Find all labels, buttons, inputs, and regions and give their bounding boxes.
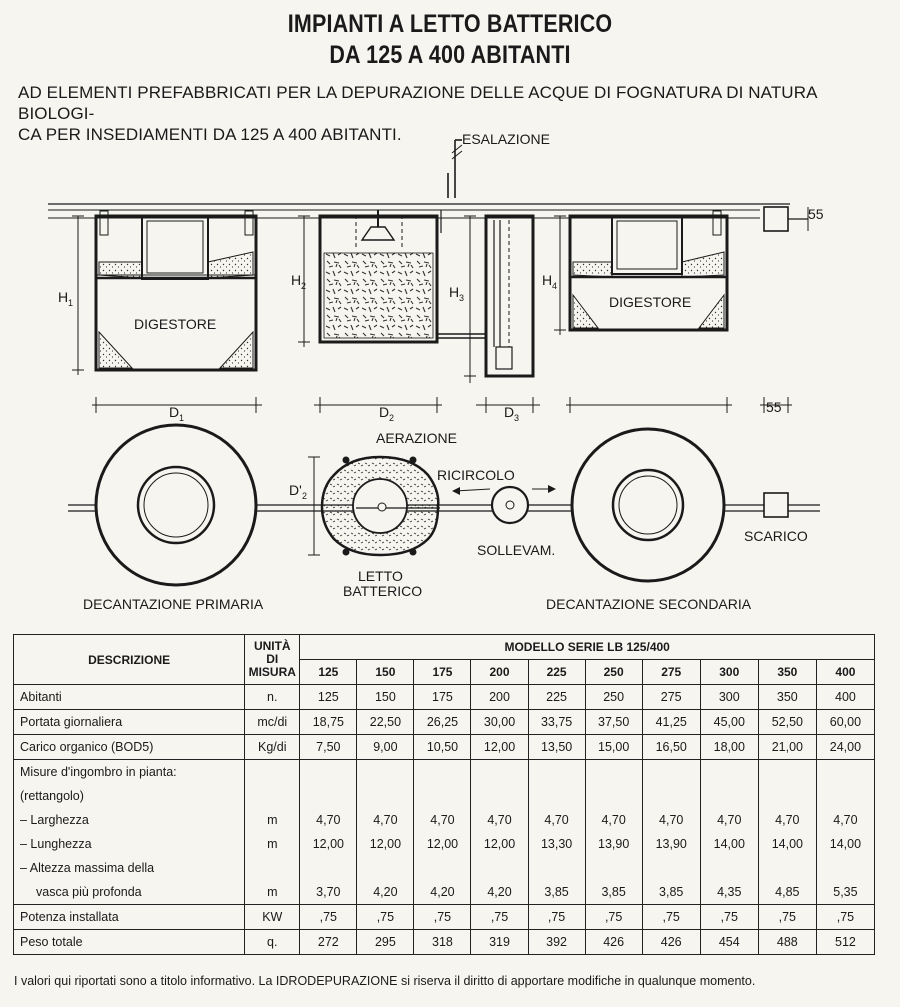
table-row xyxy=(14,808,875,832)
label-decantazione-secondaria: DECANTAZIONE SECONDARIA xyxy=(546,596,752,612)
row-value: 13,90 xyxy=(642,832,700,856)
label-d3-sub: 3 xyxy=(514,413,520,423)
row-value: 3,85 xyxy=(642,880,700,905)
tank-primary-section xyxy=(96,211,256,370)
row-unit: m xyxy=(245,808,300,832)
intro-line-1: AD ELEMENTI PREFABBRICATI PER LA DEPURAZIONE DELLE ACQUE DI FOGNATURA DI NATURA BIOLOGI- xyxy=(18,83,817,123)
header-unita-line-2: DI xyxy=(266,652,279,666)
row-value: 4,70 xyxy=(642,808,700,832)
row-value: 52,50 xyxy=(758,710,816,735)
row-value: 426 xyxy=(585,930,642,955)
row-value: 60,00 xyxy=(816,710,874,735)
row-value: ,75 xyxy=(816,905,874,930)
row-value xyxy=(414,856,471,880)
row-value: 24,00 xyxy=(816,735,874,760)
row-value xyxy=(700,760,758,785)
row-value: 33,75 xyxy=(528,710,585,735)
row-value xyxy=(528,784,585,808)
row-value: 30,00 xyxy=(471,710,528,735)
table-row xyxy=(14,760,875,785)
row-value: 4,70 xyxy=(471,808,528,832)
row-value: 37,50 xyxy=(585,710,642,735)
row-value: 41,25 xyxy=(642,710,700,735)
row-value: ,75 xyxy=(758,905,816,930)
label-h2: H xyxy=(291,272,302,288)
row-label: Carico organico (BOD5) xyxy=(14,735,245,760)
row-value xyxy=(414,784,471,808)
technical-drawing xyxy=(0,125,900,630)
row-value: 16,50 xyxy=(642,735,700,760)
row-value: 4,85 xyxy=(758,880,816,905)
label-h3-sub: 3 xyxy=(459,293,465,303)
row-value: ,75 xyxy=(300,905,357,930)
row-value: 14,00 xyxy=(816,832,874,856)
header-model-200: 200 xyxy=(471,660,528,685)
tank-lifting-section xyxy=(486,216,533,376)
header-model-150: 150 xyxy=(357,660,414,685)
row-value: 300 xyxy=(700,685,758,710)
table-row xyxy=(14,685,875,710)
row-value: 225 xyxy=(528,685,585,710)
label-h4: H xyxy=(542,272,553,288)
row-value xyxy=(471,856,528,880)
tank-bacterial-bed-section xyxy=(320,210,486,342)
row-value: 5,35 xyxy=(816,880,874,905)
row-value: 12,00 xyxy=(357,832,414,856)
row-unit xyxy=(245,784,300,808)
table-row xyxy=(14,832,875,856)
label-d3: D xyxy=(504,404,515,420)
label-h1: H xyxy=(58,289,69,305)
table-body xyxy=(14,685,875,955)
row-value: 4,70 xyxy=(700,808,758,832)
row-value: 150 xyxy=(357,685,414,710)
label-h3: H xyxy=(449,284,460,300)
row-value: 14,00 xyxy=(700,832,758,856)
row-value: 200 xyxy=(471,685,528,710)
row-value: 4,20 xyxy=(414,880,471,905)
row-value: 12,00 xyxy=(471,735,528,760)
row-value: 4,70 xyxy=(300,808,357,832)
table-row xyxy=(14,784,875,808)
table-row xyxy=(14,856,875,880)
row-value xyxy=(585,856,642,880)
row-value xyxy=(357,856,414,880)
tank-secondary-section xyxy=(570,207,808,330)
label-h2-sub: 2 xyxy=(301,281,307,291)
row-label: Peso totale xyxy=(14,930,245,955)
row-value: 272 xyxy=(300,930,357,955)
row-value: 13,50 xyxy=(528,735,585,760)
row-value: 4,70 xyxy=(357,808,414,832)
label-decantazione-primaria: DECANTAZIONE PRIMARIA xyxy=(83,596,264,612)
row-value xyxy=(642,760,700,785)
row-value xyxy=(357,784,414,808)
footer-note: I valori qui riportati sono a titolo informativo. La IDRODEPURAZIONE si riserva il diritto di apportare modifiche in qualunque momento. xyxy=(14,974,756,988)
row-label: Misure d'ingombro in pianta: xyxy=(14,760,245,785)
header-model-300: 300 xyxy=(700,660,758,685)
tank-lifting-plan xyxy=(492,487,528,523)
row-value xyxy=(816,856,874,880)
label-scarico: SCARICO xyxy=(744,528,808,544)
row-value: 18,00 xyxy=(700,735,758,760)
row-value: 175 xyxy=(414,685,471,710)
row-value xyxy=(642,856,700,880)
label-d2-sub: 2 xyxy=(389,413,395,423)
row-unit xyxy=(245,760,300,785)
specification-table xyxy=(13,634,875,955)
row-value: 426 xyxy=(642,930,700,955)
page-title-line-1: IMPIANTI A LETTO BATTERICO xyxy=(287,10,613,38)
row-value: 4,70 xyxy=(528,808,585,832)
row-value: 13,90 xyxy=(585,832,642,856)
row-value: 18,75 xyxy=(300,710,357,735)
label-ricircolo: RICIRCOLO xyxy=(437,467,515,483)
row-value xyxy=(471,784,528,808)
label-digestore-right: DIGESTORE xyxy=(609,294,692,310)
discharge-box xyxy=(764,493,788,517)
row-unit xyxy=(245,856,300,880)
row-value xyxy=(300,784,357,808)
row-value: 14,00 xyxy=(758,832,816,856)
row-value: 512 xyxy=(816,930,874,955)
row-label: (rettangolo) xyxy=(14,784,245,808)
row-value: 392 xyxy=(528,930,585,955)
row-value: 12,00 xyxy=(300,832,357,856)
table-row xyxy=(14,905,875,930)
row-value: 26,25 xyxy=(414,710,471,735)
row-value xyxy=(528,760,585,785)
row-label: – Altezza massima della xyxy=(14,856,245,880)
row-value xyxy=(357,760,414,785)
label-h4-sub: 4 xyxy=(552,281,558,291)
table-row xyxy=(14,710,875,735)
table-row xyxy=(14,930,875,955)
row-value: ,75 xyxy=(700,905,758,930)
header-model-175: 175 xyxy=(414,660,471,685)
row-value xyxy=(300,856,357,880)
label-h1-sub: 1 xyxy=(68,298,74,308)
row-label: Portata giornaliera xyxy=(14,710,245,735)
row-value xyxy=(471,760,528,785)
header-unita xyxy=(245,635,300,685)
row-unit: n. xyxy=(245,685,300,710)
label-letto: LETTO xyxy=(358,568,403,584)
plan-view xyxy=(68,425,820,585)
row-value xyxy=(585,784,642,808)
row-value: 350 xyxy=(758,685,816,710)
row-value: 250 xyxy=(585,685,642,710)
row-label: – Lunghezza xyxy=(14,832,245,856)
row-value: 454 xyxy=(700,930,758,955)
row-value xyxy=(758,856,816,880)
row-value: 4,70 xyxy=(758,808,816,832)
row-value: 21,00 xyxy=(758,735,816,760)
row-value: 12,00 xyxy=(414,832,471,856)
height-dimensions xyxy=(72,207,808,383)
row-value: 10,50 xyxy=(414,735,471,760)
header-unita-line-3: MISURA xyxy=(248,665,296,679)
label-55-bottom: 55 xyxy=(766,399,782,415)
row-value xyxy=(528,856,585,880)
row-value: 4,20 xyxy=(357,880,414,905)
intro-line-2: CA PER INSEDIAMENTI DA 125 A 400 ABITANTI. xyxy=(18,125,402,144)
row-label: Potenza installata xyxy=(14,905,245,930)
row-value: 45,00 xyxy=(700,710,758,735)
header-modello: MODELLO SERIE LB 125/400 xyxy=(300,635,875,660)
header-descrizione: DESCRIZIONE xyxy=(14,635,245,685)
row-label: – Larghezza xyxy=(14,808,245,832)
label-esalazione: ESALAZIONE xyxy=(462,131,550,147)
label-d1-sub: 1 xyxy=(179,413,185,423)
label-batterico: BATTERICO xyxy=(343,583,423,599)
header-model-350: 350 xyxy=(758,660,816,685)
row-unit: q. xyxy=(245,930,300,955)
row-value xyxy=(816,784,874,808)
row-value: ,75 xyxy=(585,905,642,930)
label-digestore-left: DIGESTORE xyxy=(134,316,217,332)
label-d2-prime: D' xyxy=(289,482,302,498)
row-value xyxy=(300,760,357,785)
row-unit: mc/di xyxy=(245,710,300,735)
row-value xyxy=(642,784,700,808)
label-55-top: 55 xyxy=(808,206,824,222)
row-value: 22,50 xyxy=(357,710,414,735)
table-row xyxy=(14,735,875,760)
row-value: 3,85 xyxy=(528,880,585,905)
row-value xyxy=(758,784,816,808)
row-value: 12,00 xyxy=(471,832,528,856)
row-value xyxy=(414,760,471,785)
row-value: ,75 xyxy=(642,905,700,930)
row-value: 319 xyxy=(471,930,528,955)
row-value: ,75 xyxy=(471,905,528,930)
label-d2: D xyxy=(379,404,390,420)
row-value: 3,85 xyxy=(585,880,642,905)
row-unit: m xyxy=(245,832,300,856)
row-value: ,75 xyxy=(414,905,471,930)
header-model-400: 400 xyxy=(816,660,874,685)
header-model-275: 275 xyxy=(642,660,700,685)
label-d1: D xyxy=(169,404,180,420)
row-unit: m xyxy=(245,880,300,905)
row-value: ,75 xyxy=(357,905,414,930)
header-model-225: 225 xyxy=(528,660,585,685)
header-model-250: 250 xyxy=(585,660,642,685)
row-value: 488 xyxy=(758,930,816,955)
row-value: 3,70 xyxy=(300,880,357,905)
row-value: 4,20 xyxy=(471,880,528,905)
row-value: 4,35 xyxy=(700,880,758,905)
label-aerazione: AERAZIONE xyxy=(376,430,457,446)
label-d2-prime-sub: 2 xyxy=(302,491,308,501)
row-value: 275 xyxy=(642,685,700,710)
row-value xyxy=(816,760,874,785)
row-label: Abitanti xyxy=(14,685,245,710)
row-label: vasca più profonda xyxy=(14,880,245,905)
row-unit: Kg/di xyxy=(245,735,300,760)
row-unit: KW xyxy=(245,905,300,930)
row-value: 400 xyxy=(816,685,874,710)
section-view xyxy=(48,140,808,413)
row-value: 125 xyxy=(300,685,357,710)
tank-primary-plan xyxy=(96,425,256,585)
row-value: 318 xyxy=(414,930,471,955)
row-value xyxy=(585,760,642,785)
diameter-dimensions xyxy=(92,397,792,413)
page-title-line-2: DA 125 A 400 ABITANTI xyxy=(329,41,571,69)
row-value: 15,00 xyxy=(585,735,642,760)
row-value: 9,00 xyxy=(357,735,414,760)
table-row xyxy=(14,880,875,905)
row-value xyxy=(700,784,758,808)
row-value: 295 xyxy=(357,930,414,955)
header-model-125: 125 xyxy=(300,660,357,685)
row-value: ,75 xyxy=(528,905,585,930)
header-unita-line-1: UNITÀ xyxy=(253,639,291,653)
row-value: 7,50 xyxy=(300,735,357,760)
label-sollevam: SOLLEVAM. xyxy=(477,542,556,558)
row-value: 4,70 xyxy=(816,808,874,832)
row-value xyxy=(758,760,816,785)
row-value: 13,30 xyxy=(528,832,585,856)
row-value: 4,70 xyxy=(585,808,642,832)
row-value: 4,70 xyxy=(414,808,471,832)
row-value xyxy=(700,856,758,880)
tank-secondary-plan xyxy=(572,429,724,581)
